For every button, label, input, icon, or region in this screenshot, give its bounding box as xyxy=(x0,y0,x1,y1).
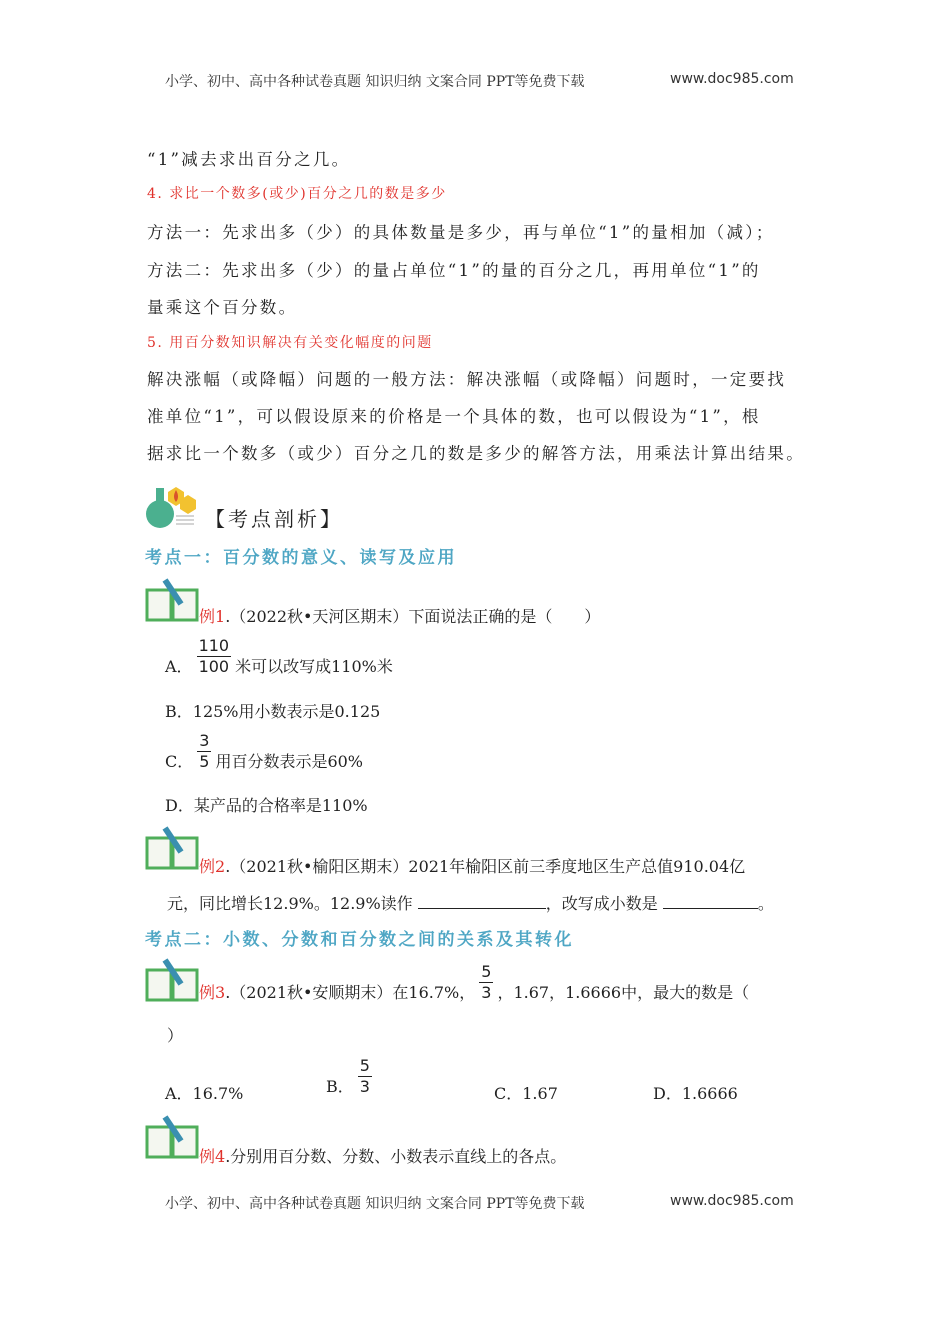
book-pencil-icon xyxy=(145,1115,199,1159)
example-label: 例4 xyxy=(199,1147,226,1166)
denominator: 3 xyxy=(359,1077,370,1096)
fraction xyxy=(197,731,211,772)
heading-5: 5. 用百分数知识解决有关变化幅度的问题 xyxy=(147,335,433,351)
option-c-text: 用百分数表示是60% xyxy=(215,752,364,771)
header-url[interactable]: www.doc985.com xyxy=(670,71,794,87)
option-d: D．某产品的合格率是110% xyxy=(165,796,368,815)
example-text: .（2021秋•榆阳区期末）2021年榆阳区前三季度地区生产总值910.04亿 xyxy=(225,857,746,876)
option-d: D．1.6666 xyxy=(653,1084,738,1103)
example-3 xyxy=(199,962,749,1003)
header-text: 小学、初中、高中各种试卷真题 知识归纳 文案合同 PPT等免费下载 xyxy=(165,74,585,90)
book-pencil-icon xyxy=(145,958,199,1002)
paragraph-line: 量乘这个百分数。 xyxy=(147,298,298,317)
option-a-prefix: A． xyxy=(165,657,193,676)
closing-paren: ） xyxy=(167,1026,184,1045)
option-b: B．125%用小数表示是0.125 xyxy=(165,702,381,721)
denominator: 3 xyxy=(481,983,492,1002)
flask-icon xyxy=(146,484,196,530)
text: 元，同比增长12.9%。12.9%读作 xyxy=(167,894,413,913)
example-label: 例1 xyxy=(199,607,226,626)
example-label: 例2 xyxy=(199,857,226,876)
example-text: .（2021秋•安顺期末）在16.7%， xyxy=(225,983,476,1002)
denominator: 100 xyxy=(198,657,230,676)
text: 。 xyxy=(757,894,774,913)
footer-text: 小学、初中、高中各种试卷真题 知识归纳 文案合同 PPT等免费下载 xyxy=(165,1196,585,1212)
section-title: 【考点剖析】 xyxy=(205,507,343,531)
example-label: 例3 xyxy=(199,983,226,1002)
heading-4: 4. 求比一个数多(或少)百分之几的数是多少 xyxy=(147,186,447,202)
example-text: .分别用百分数、分数、小数表示直线上的各点。 xyxy=(225,1147,567,1166)
example-text: ，1.67，1.6666中，最大的数是（ xyxy=(497,983,750,1002)
numerator: 110 xyxy=(198,636,230,655)
example-2 xyxy=(199,854,745,877)
paragraph-line: 方法一：先求出多（少）的具体数量是多少，再与单位“1”的量相加（减）； xyxy=(147,223,775,242)
example-text: .（2022秋•天河区期末）下面说法正确的是（ ） xyxy=(225,607,601,626)
paragraph-line: 解决涨幅（或降幅）问题的一般方法：解决涨幅（或降幅）问题时，一定要找 xyxy=(147,370,787,389)
example-4 xyxy=(199,1144,566,1167)
paragraph-line: 准单位“1”，可以假设原来的价格是一个具体的数，也可以假设为“1”，根 xyxy=(147,407,761,426)
paragraph-line: 据求比一个数多（或少）百分之几的数是多少的解答方法，用乘法计算出结果。 xyxy=(147,444,805,463)
option-c: C．1.67 xyxy=(494,1084,558,1103)
fraction xyxy=(479,962,493,1003)
answer-blank[interactable] xyxy=(418,894,546,909)
paragraph-line: “1”减去求出百分之几。 xyxy=(147,150,351,169)
topic-1-title: 考点一：百分数的意义、读写及应用 xyxy=(145,548,457,568)
numerator: 5 xyxy=(359,1056,370,1075)
option-b xyxy=(326,1056,376,1097)
numerator: 3 xyxy=(199,731,210,750)
paragraph-line: 方法二：先求出多（少）的量占单位“1”的量的百分之几，再用单位“1”的 xyxy=(147,261,761,280)
text: ，改写成小数是 xyxy=(545,894,658,913)
numerator: 5 xyxy=(481,962,492,981)
option-b-prefix: B． xyxy=(326,1077,354,1096)
book-pencil-icon xyxy=(145,578,199,622)
option-a: A．16.7% xyxy=(165,1084,244,1103)
option-c xyxy=(165,731,363,772)
book-pencil-icon xyxy=(145,826,199,870)
footer-url[interactable]: www.doc985.com xyxy=(670,1193,794,1209)
option-c-prefix: C． xyxy=(165,752,194,771)
fraction xyxy=(358,1056,372,1097)
answer-blank[interactable] xyxy=(663,894,758,909)
denominator: 5 xyxy=(199,752,210,771)
option-a xyxy=(165,636,393,677)
example-1 xyxy=(199,604,600,627)
fraction xyxy=(197,636,232,677)
topic-2-title: 考点二：小数、分数和百分数之间的关系及其转化 xyxy=(145,930,574,950)
example-2-line2 xyxy=(167,891,774,914)
option-a-text: 米可以改写成110%米 xyxy=(235,657,393,676)
